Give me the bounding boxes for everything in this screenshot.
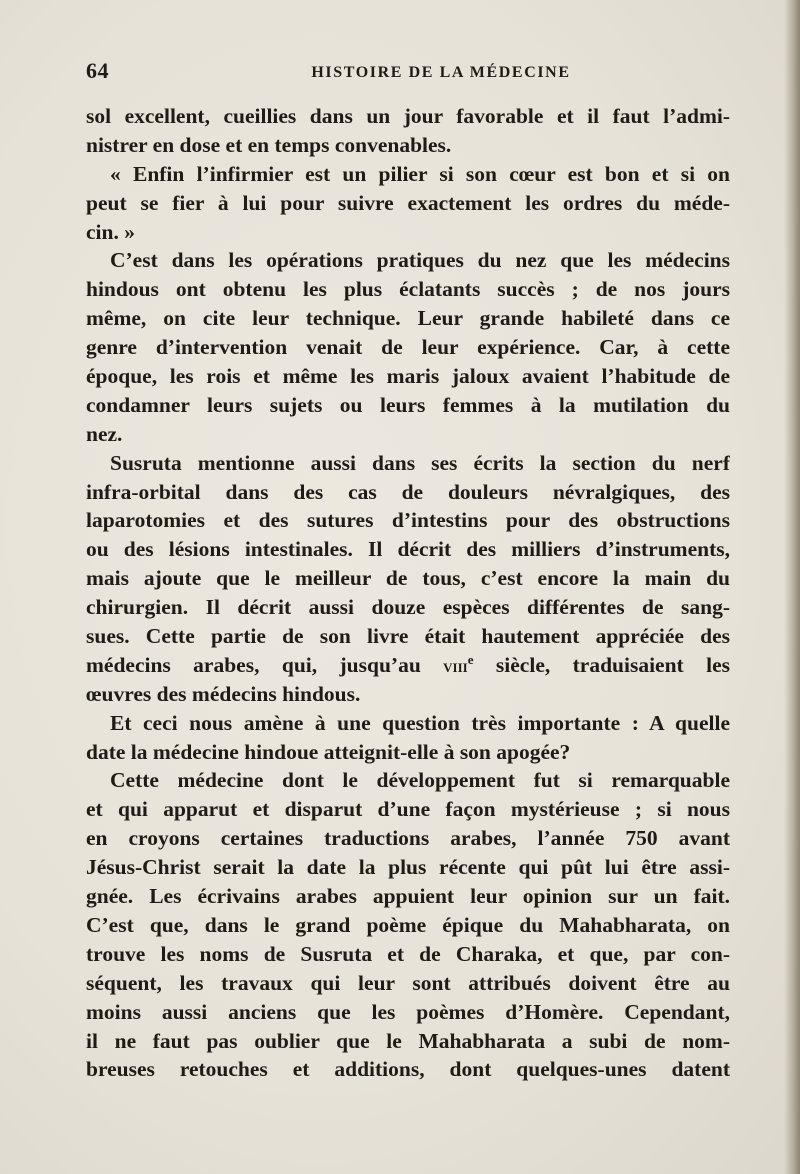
text-line: sues. Cette partie de son livre était hautement appréciée des [86, 624, 730, 649]
text-line: hindous ont obtenu les plus éclatants succès ; de nos jours [86, 277, 730, 302]
text-line-century [86, 651, 730, 680]
text-line: séquent, les travaux qui leur sont attribués doivent être au [86, 970, 730, 995]
text-line: Jésus-Christ serait la date la plus récente qui pût lui être assi- [86, 855, 730, 880]
text-line: il ne faut pas oublier que le Mahabharata a subi de nom- [86, 1028, 730, 1053]
page-header [86, 58, 730, 88]
text-line: Et ceci nous amène à une question très importante : A quelle [110, 710, 730, 735]
text-line: genre d’intervention venait de leur expérience. Car, à cette [86, 335, 730, 360]
text-line: nez. [86, 421, 123, 446]
text-line: ou des lésions intestinales. Il décrit des milliers d’instruments, [86, 537, 730, 562]
text-line: Cette médecine dont le développement fut si remarquable [110, 768, 730, 793]
text-line: C’est que, dans le grand poème épique du Mahabharata, on [86, 912, 730, 937]
text-line: et qui apparut et disparut d’une façon mystérieuse ; si nous [86, 797, 730, 822]
text-line: nistrer en dose et en temps convenables. [86, 132, 452, 157]
text-line: « Enfin l’infirmier est un pilier si son cœur est bon et si on [110, 161, 730, 186]
text-line: cin. » [86, 219, 135, 244]
text-line: date la médecine hindoue atteignit-elle à son apogée? [86, 739, 571, 764]
text-line: en croyons certaines traductions arabes, l’année 750 avant [86, 826, 730, 851]
text-line-end: siècle, traduisaient les [473, 652, 730, 677]
text-line: laparotomies et des sutures d’intestins pour des obstructions [86, 508, 730, 533]
text-line: breuses retouches et additions, dont quelques-unes datent [86, 1057, 730, 1082]
text-line-start: médecins arabes, qui, jusqu’au [86, 652, 444, 677]
text-line: œuvres des médecins hindous. [86, 681, 361, 706]
text-line: moins aussi anciens que les poèmes d’Homère. Cependant, [86, 999, 730, 1024]
century-numeral: viii [443, 655, 468, 676]
century-superscript: e [467, 651, 474, 667]
text-line: gnée. Les écrivains arabes appuient leur opinion sur un fait. [86, 884, 730, 909]
text-line: sol excellent, cueillies dans un jour favorable et il faut l’admi- [86, 104, 730, 128]
text-line: époque, les rois et même les maris jaloux avaient l’habitude de [86, 364, 730, 389]
text-line: Susruta mentionne aussi dans ses écrits la section du nerf [110, 450, 730, 475]
text-line: condamner leurs sujets ou leurs femmes à la mutilation du [86, 392, 730, 417]
running-head: HISTOIRE DE LA MÉDECINE [311, 64, 571, 81]
text-line: C’est dans les opérations pratiques du nez que les médecins [110, 248, 730, 273]
page-number: 64 [86, 58, 109, 83]
text-line: trouve les noms de Susruta et de Charaka, et que, par con- [86, 941, 730, 966]
text-line: mais ajoute que le meilleur de tous, c’est encore la main du [86, 566, 730, 591]
text-line: peut se fier à lui pour suivre exactement les ordres du méde- [86, 190, 730, 215]
page-edge-shadow [784, 0, 800, 1174]
text-line: infra-orbital dans des cas de douleurs névralgiques, des [86, 479, 730, 504]
text-line: chirurgien. Il décrit aussi douze espèces différentes de sang- [86, 595, 730, 620]
body-text [86, 102, 730, 1084]
text-line: même, on cite leur technique. Leur grande habileté dans ce [86, 306, 730, 331]
